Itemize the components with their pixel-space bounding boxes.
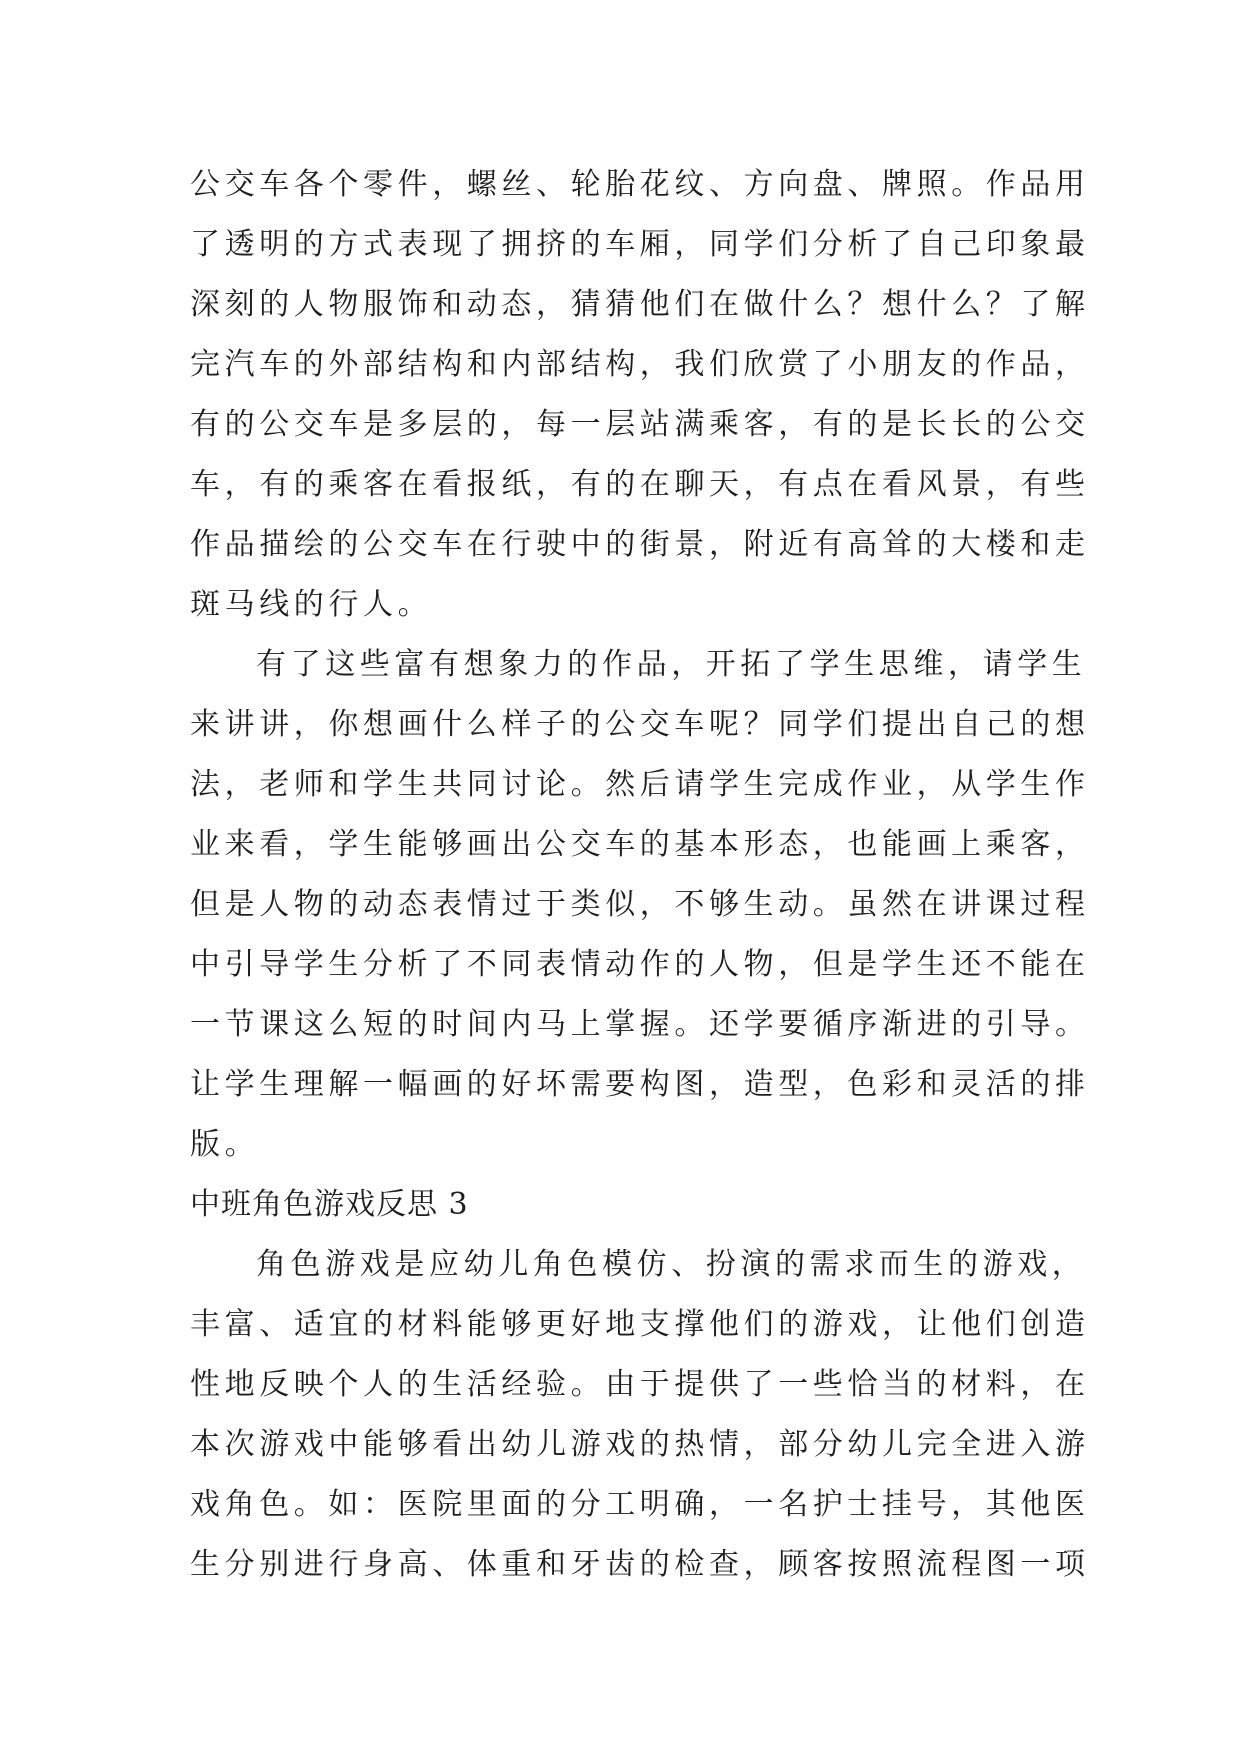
text-line: 但是人物的动态表情过于类似，不够生动。虽然在讲课过程 [190, 887, 1090, 922]
text-line: 法，老师和学生共同讨论。然后请学生完成作业，从学生作 [190, 767, 1090, 802]
text-line: 让学生理解一幅画的好坏需要构图，造型，色彩和灵活的排 [190, 1067, 1090, 1102]
paragraph-2 [190, 635, 1090, 1175]
text-line: 本次游戏中能够看出幼儿游戏的热情，部分幼儿完全进入游 [190, 1427, 1090, 1462]
text-line: 有的公交车是多层的，每一层站满乘客，有的是长长的公交 [190, 407, 1090, 442]
document-body [190, 155, 1090, 1595]
text-line: 完汽车的外部结构和内部结构，我们欣赏了小朋友的作品， [190, 347, 1090, 382]
text-line: 了透明的方式表现了拥挤的车厢，同学们分析了自己印象最 [190, 227, 1090, 262]
text-line: 一节课这么短的时间内马上掌握。还学要循序渐进的引导。 [190, 1007, 1090, 1042]
text-line: 角色游戏是应幼儿角色模仿、扮演的需求而生的游戏， [256, 1247, 1087, 1282]
paragraph-3 [190, 1235, 1090, 1595]
text-line: 丰富、适宜的材料能够更好地支撑他们的游戏，让他们创造 [190, 1307, 1090, 1342]
text-line: 作品描绘的公交车在行驶中的街景，附近有高耸的大楼和走 [190, 527, 1090, 562]
text-line: 业来看，学生能够画出公交车的基本形态，也能画上乘客， [190, 827, 1090, 862]
text-line: 戏角色。如：医院里面的分工明确，一名护士挂号，其他医 [190, 1487, 1090, 1522]
text-line: 车，有的乘客在看报纸，有的在聊天，有点在看风景，有些 [190, 467, 1090, 502]
text-line: 性地反映个人的生活经验。由于提供了一些恰当的材料，在 [190, 1367, 1090, 1402]
text-line: 生分别进行身高、体重和牙齿的检查，顾客按照流程图一项 [190, 1547, 1090, 1582]
text-line: 深刻的人物服饰和动态，猜猜他们在做什么？想什么？了解 [190, 287, 1090, 322]
section-heading: 中班角色游戏反思 3 [190, 1187, 469, 1222]
text-line: 中引导学生分析了不同表情动作的人物，但是学生还不能在 [190, 947, 1090, 982]
text-line: 斑马线的行人。 [190, 587, 433, 622]
text-line: 公交车各个零件，螺丝、轮胎花纹、方向盘、牌照。作品用 [190, 167, 1090, 202]
paragraph-1 [190, 155, 1090, 635]
text-line: 有了这些富有想象力的作品，开拓了学生思维，请学生 [256, 647, 1087, 682]
text-line: 来讲讲，你想画什么样子的公交车呢？同学们提出自己的想 [190, 707, 1090, 742]
text-line: 版。 [190, 1127, 260, 1162]
